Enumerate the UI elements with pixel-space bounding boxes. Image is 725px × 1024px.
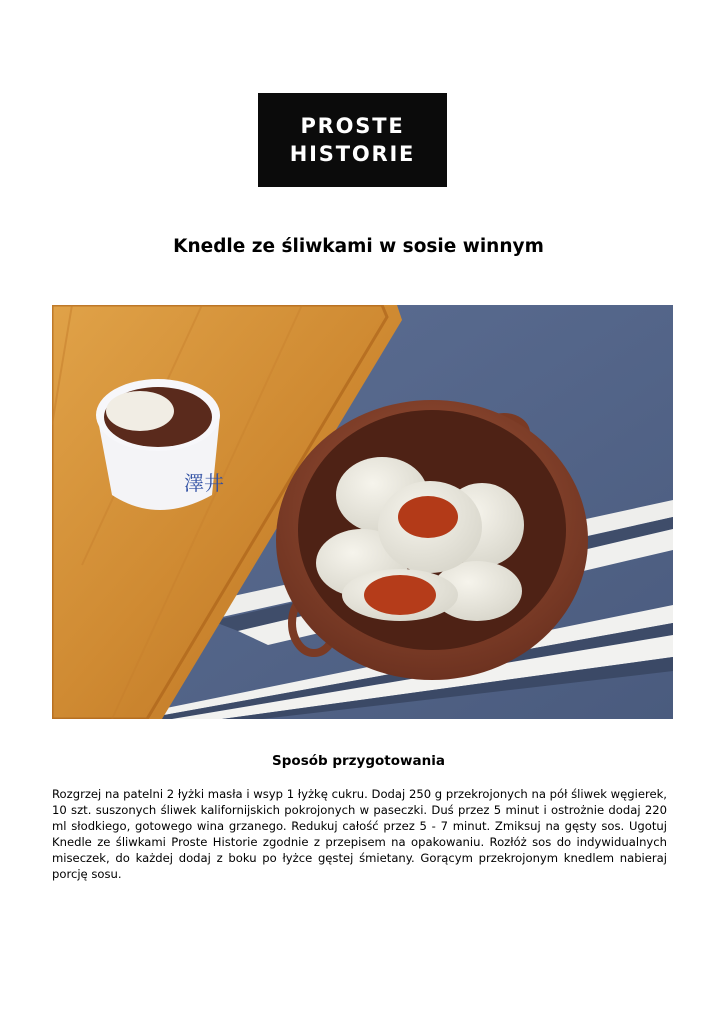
brand-logo: [258, 93, 447, 187]
recipe-instructions: Rozgrzej na patelni 2 łyżki masła i wsyp 1 łyżkę cukru. Dodaj 250 g przekrojonych na pół śliwek węgierek, 10 szt. suszonych śliwek kalifornijskich pokrojonych w paseczki. Duś przez 5 minut i ostrożnie dodaj 220 ml słodkiego, gotowego wina grzanego. Redukuj całość przez 5 - 7 minut. Zmiksuj na gęsty sos. Ugotuj Knedle ze śliwkami Proste Historie zgodnie z przepisem na opakowaniu. Rozłóż sos do indywidualnych miseczek, do każdej dodaj z boku po łyżce gęstej śmietany. Gorącym przekrojonym knedlem nabieraj porcję sosu.: [52, 787, 667, 882]
recipe-title: Knedle ze śliwkami w sosie winnym: [173, 236, 544, 257]
sauce-cup: [96, 379, 224, 510]
section-title: Sposób przygotowania: [272, 753, 445, 769]
recipe-photo: [52, 305, 673, 719]
svg-text:澤井: 澤井: [184, 471, 224, 495]
brand-logo-line-1: PROSTE: [300, 114, 405, 138]
brand-logo-line-2: HISTORIE: [289, 142, 416, 166]
